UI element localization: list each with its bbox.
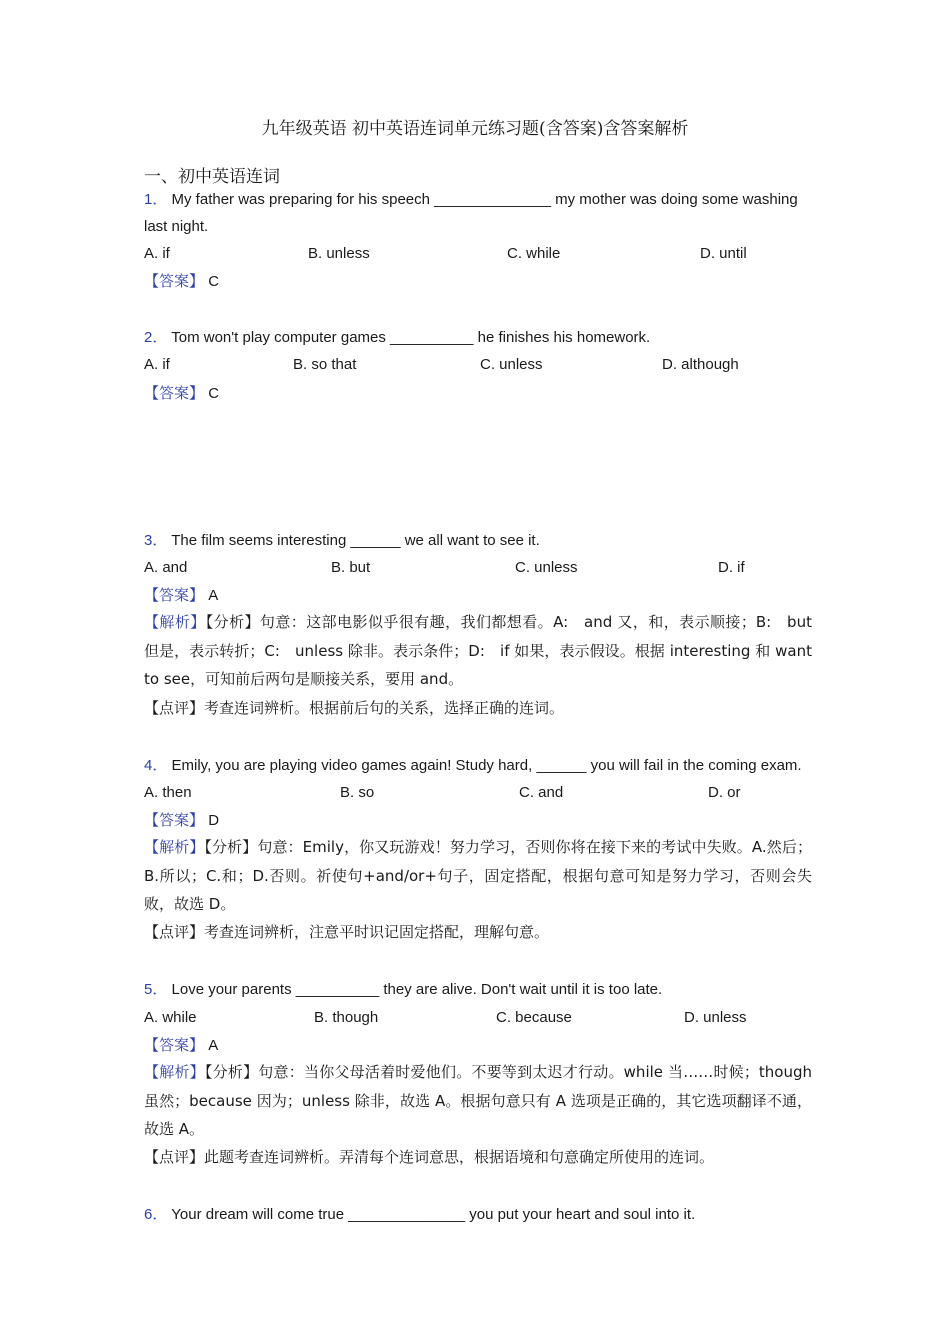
answer-value: A [208,587,219,604]
question-text: The film seems interesting ______ we all want to see it. [171,532,540,549]
option-b: B. so [340,784,375,801]
question-1 [144,190,798,210]
page-title: 九年级英语 初中英语连词单元练习题(含答案)含答案解析 [261,119,689,139]
analysis-text: 【分析】句意：这部电影似乎很有趣，我们都想看。A: and 又，和，表示顺接；B: but 但是，表示转折；C: unless 除非。表示条件；D: if 如果，表示假设。根据 interesting 和 want to see，可知前后两句是顺接关系，要用 and。 [144,613,812,688]
question-text: My father was preparing for his speech ______________ my mother was doing some washing [171,191,798,208]
question-text: Tom won't play computer games __________ he finishes his homework. [171,329,651,346]
option-a: A. if [144,356,170,373]
question-6 [144,1205,695,1225]
answer-value: C [208,273,220,290]
option-b: B. though [314,1009,379,1026]
question-number: 3． [144,532,168,549]
question-text: Love your parents __________ they are alive. Don't wait until it is too late. [171,981,663,998]
question-5 [144,980,662,1000]
comment-text: 【点评】此题考查连词辨析。弄清每个连词意思，根据语境和句意确定所使用的连词。 [144,1148,715,1166]
option-c: C. unless [480,356,543,373]
option-a: A. while [144,1009,197,1026]
option-c: C. while [507,245,561,262]
analysis-text: 【分析】句意：Emily，你又玩游戏！努力学习，否则你将在接下来的考试中失败。A.然后；B.所以；C.和；D.否则。祈使句+and/or+句子，固定搭配，根据句意可知是努力学习，否则会失败，故选 D。 [144,838,812,913]
option-d: D. until [700,245,747,262]
option-a: A. then [144,784,192,801]
answer-label: 【答案】 [144,586,205,604]
question-3 [144,531,540,551]
question-1-continued: last night. [144,218,209,235]
question-number: 6． [144,1206,168,1223]
comment-text: 【点评】考查连词辨析。根据前后句的关系，选择正确的连词。 [144,699,565,717]
answer-value: C [208,385,220,402]
analysis-block [144,608,812,694]
option-c: C. unless [515,559,578,576]
analysis-label: 【解析】 [144,838,205,856]
question-4 [144,756,802,776]
answer-line [144,383,219,404]
answer-line [144,271,219,292]
option-d: D. although [662,356,739,373]
analysis-text: 【分析】句意：当你父母活着时爱他们。不要等到太迟才行动。while 当……时候；though 虽然；because 因为；unless 除非，故选 A。根据句意只有 A 选项是正确的，其它选项翻译不通，故选 A。 [144,1063,812,1138]
answer-label: 【答案】 [144,1036,205,1054]
question-number: 5． [144,981,168,998]
option-d: D. or [708,784,741,801]
option-d: D. unless [684,1009,747,1026]
question-text: Emily, you are playing video games again! Study hard, ______ you will fail in the coming exam. [171,757,802,774]
option-c: C. because [496,1009,572,1026]
question-text: Your dream will come true ______________ you put your heart and soul into it. [171,1206,696,1223]
option-a: A. if [144,245,170,262]
answer-value: D [208,812,220,829]
option-b: B. unless [308,245,370,262]
answer-line [144,1035,218,1056]
analysis-label: 【解析】 [144,1063,205,1081]
analysis-block [144,1058,812,1144]
option-a: A. and [144,559,188,576]
answer-line [144,585,218,606]
option-d: D. if [718,559,745,576]
question-2 [144,328,650,348]
option-b: B. so that [293,356,357,373]
analysis-label: 【解析】 [144,613,206,631]
question-number: 1． [144,191,168,208]
answer-line [144,810,219,831]
answer-label: 【答案】 [144,811,205,829]
answer-label: 【答案】 [144,384,205,402]
option-b: B. but [331,559,371,576]
answer-label: 【答案】 [144,272,205,290]
option-c: C. and [519,784,564,801]
comment-text: 【点评】考查连词辨析，注意平时识记固定搭配，理解句意。 [144,923,550,941]
answer-value: A [208,1037,219,1054]
question-number: 2． [144,329,168,346]
section-heading: 一、初中英语连词 [144,167,280,187]
analysis-block [144,833,812,919]
question-number: 4． [144,757,168,774]
